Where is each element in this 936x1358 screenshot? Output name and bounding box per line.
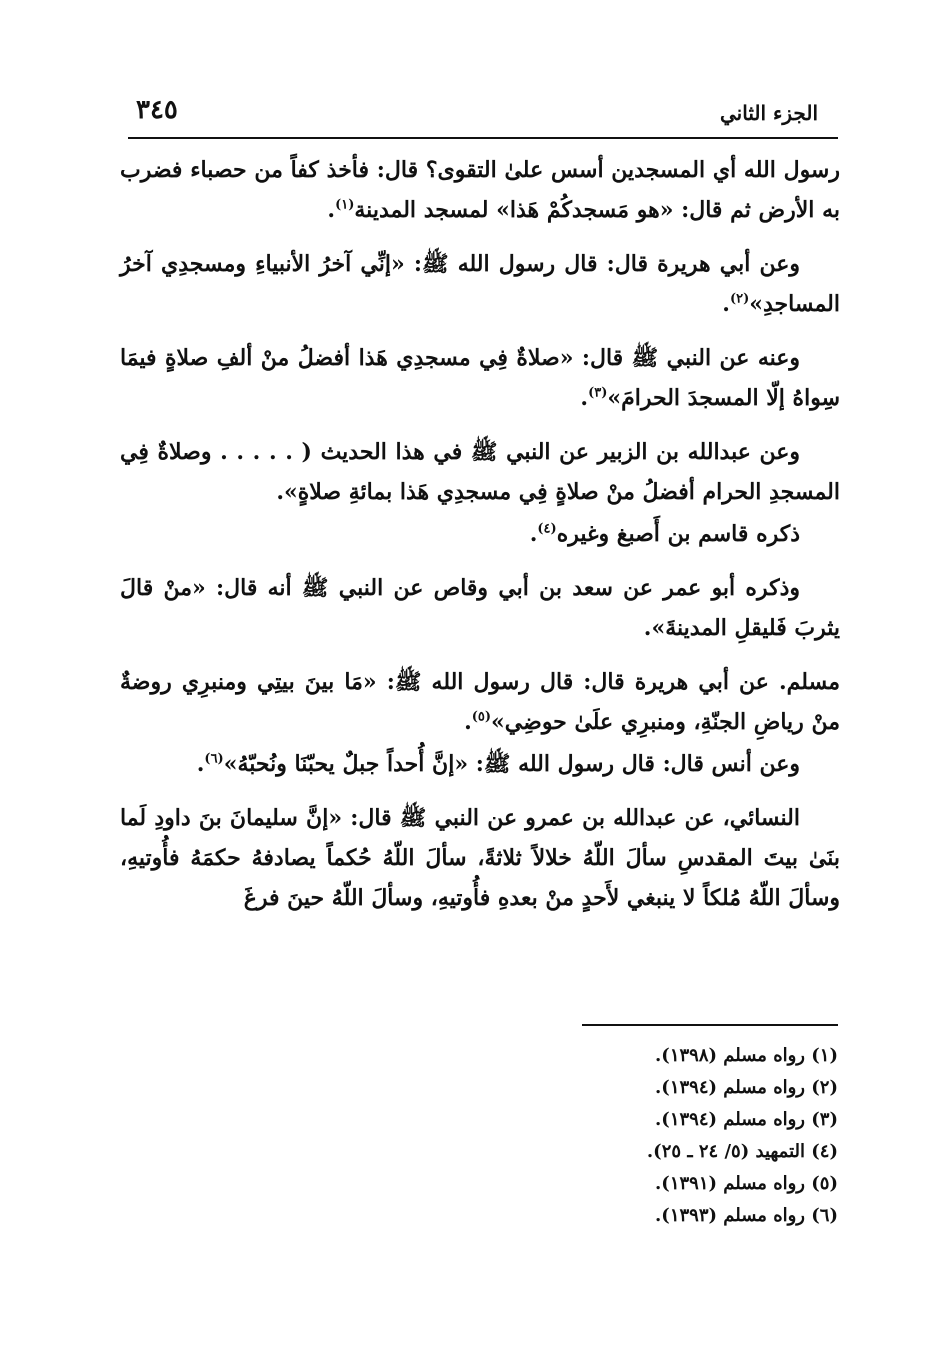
footnote-ref: (٤)	[537, 521, 557, 537]
footnote-ref: (٦)	[204, 751, 224, 767]
footnote: (٥) رواه مسلم (١٣٩١).	[655, 1173, 838, 1194]
footnote: (٤) التمهيد (٥/ ٢٤ ـ ٢٥).	[646, 1141, 838, 1162]
footnote-ref: (١)	[335, 197, 355, 213]
page-header	[128, 95, 818, 135]
footnote-ref: (٥)	[471, 709, 492, 725]
footnote: (١) رواه مسلم (١٣٩٨).	[655, 1045, 838, 1066]
footnote: (٣) رواه مسلم (١٣٩٤).	[655, 1109, 838, 1130]
paragraph: وذكره أبو عمر عن سعد بن أبي وقاص عن النبي ﷺ أنه قال: «منْ قالَ يثربَ فَليقلِ المدينةَ».	[120, 575, 840, 641]
paragraph: وعن أنس قال: قال رسول الله ﷺ: «إنَّ أُحداً جبلٌ يحبّنَا ونُحبّهُ»$^{(٦)}$.	[196, 751, 800, 777]
page-number: ٣٤٥	[136, 95, 178, 125]
running-title: الجزء الثاني	[720, 101, 818, 125]
paragraph: وعنه عن النبي ﷺ قال: «صلاةٌ فِي مسجدِي هَذا أفضلُ منْ ألفِ صلاةٍ فيمَا سِواهُ إلّا المسجدَ الحرامَ»$^{(٣)}$.	[120, 345, 840, 411]
paragraph: وعن أبي هريرة قال: قال رسول الله ﷺ: «إنِّي آخرُ الأنبياءِ ومسجدِي آخرُ المساجدِ»$^{(٢)}$.	[120, 251, 840, 317]
footnote-ref: (٣)	[588, 385, 608, 401]
body-text	[120, 150, 840, 932]
paragraph: وعن عبدالله بن الزبير عن النبي ﷺ في هذا الحديث ( . . . . . وصلاةٌ فِي المسجدِ الحرام أفضلُ منْ صلاةٍ فِي مسجدِي هَذا بمائةِ صلاةٍ».	[120, 439, 840, 505]
paragraph: النسائي، عن عبدالله بن عمرو عن النبي ﷺ قال: «إنَّ سليمانَ بنَ داودِ لَما بنَىٰ بيتَ المقدسِ سألَ اللّهُ خلالاً ثلاثةً، سألَ اللّهُ حُكماً يصادفهُ حكمَهُ فأُوتيهِ، وسألَ اللّهُ مُلكاً لا ينبغي لأَحدٍ منْ بعدهِ فأُوتيهِ، وسألَ اللّهُ حينَ فرغَ	[120, 805, 840, 911]
footnote-rule	[582, 1024, 838, 1026]
paragraph: مسلم. عن أبي هريرة قال: قال رسول الله ﷺ: «مَا بينَ بيتِي ومنبرِي روضةٌ منْ رياضِ الجنّةِ، ومنبرِي علَىٰ حوضِي»$^{(٥)}$.	[120, 669, 840, 735]
footnote: (٦) رواه مسلم (١٣٩٣).	[655, 1205, 838, 1226]
paragraph: رسول الله أي المسجدين أسس علىٰ التقوى؟ قال: فأخذ كفاً من حصباء فضرب به الأرض ثم قال: «هو مَسجدكُمْ هَذا» لمسجد المدينة$^{(١)}$.	[120, 157, 840, 223]
footnote-ref: (٢)	[729, 291, 750, 307]
paragraph: ذكره قاسم بن أَصبغ وغيره$^{(٤)}$.	[529, 521, 800, 547]
footnotes	[338, 1040, 838, 1232]
footnote: (٢) رواه مسلم (١٣٩٤).	[655, 1077, 838, 1098]
header-rule	[128, 137, 838, 139]
